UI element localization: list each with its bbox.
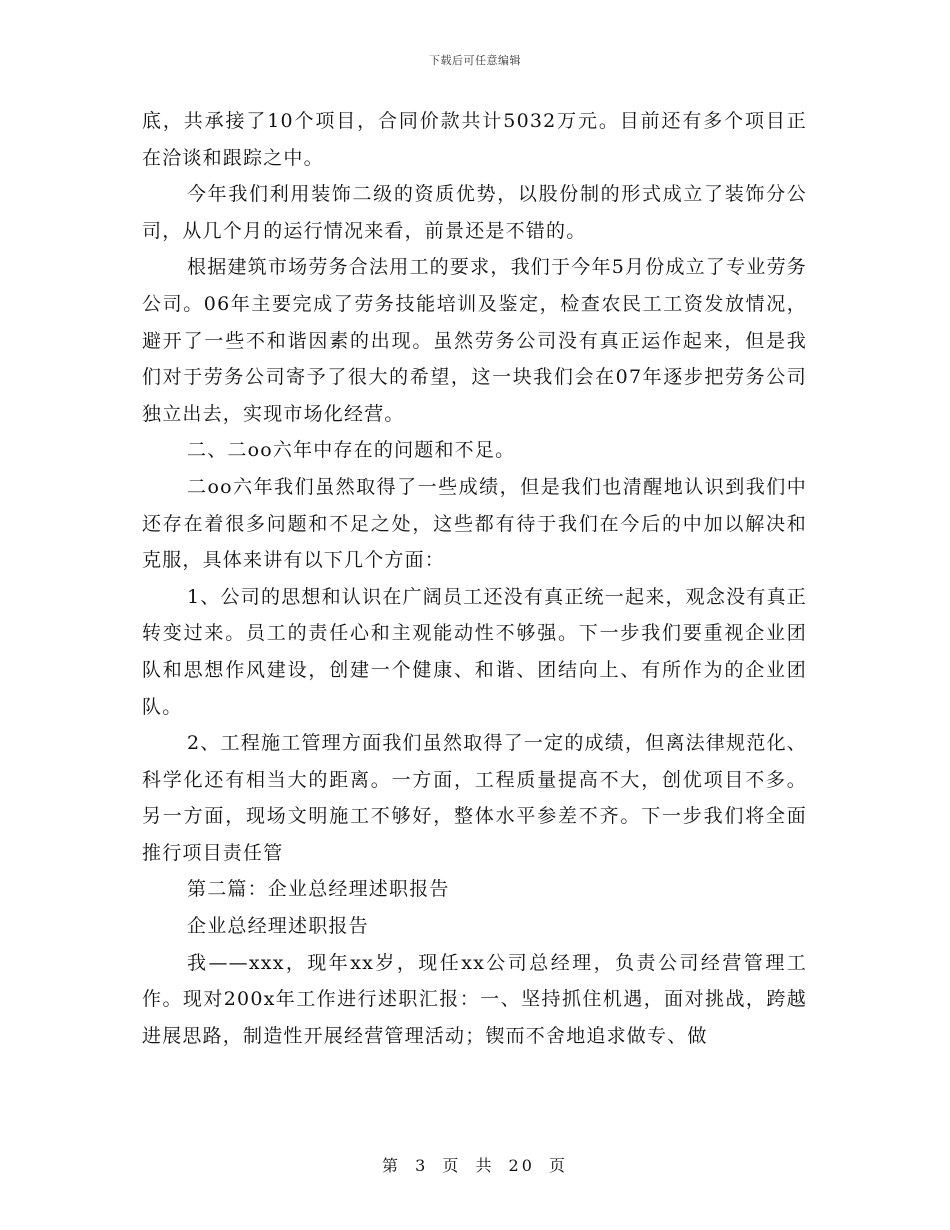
list-item: 1、公司的思想和认识在广阔员工还没有真正统一起来，观念没有真正转变过来。员工的责任心和主观能动性不够强。下一步我们要重视企业团队和思想作风建设，创建一个健康、和谐、团结向上、有所作为的企业团队。 <box>142 585 807 718</box>
page-header: 下载后可任意编辑 <box>429 54 521 67</box>
list-item: 2、工程施工管理方面我们虽然取得了一定的成绩，但离法律规范化、科学化还有相当大的距离。一方面，工程质量提高不大，创优项目不多。另一方面，现场文明施工不够好，整体水平参差不齐。下一步我们将全面推行项目责任管 <box>142 732 807 864</box>
paragraph: 二oo六年我们虽然取得了一些成绩，但是我们也清醒地认识到我们中还存在着很多问题和不足之处，这些都有待于我们在今后的中加以解决和克服，具体来讲有以下几个方面： <box>142 475 807 572</box>
document-body <box>142 103 807 1054</box>
paragraph: 我——xxx，现年xx岁，现任xx公司总经理，负责公司经营管理工作。现对200x年工作进行述职汇报：一、坚持抓住机遇，面对挑战，跨越进展思路，制造性开展经营管理活动；锲而不舍地追求做专、做 <box>142 951 807 1047</box>
paragraph: 根据建筑市场劳务合法用工的要求，我们于今年5月份成立了专业劳务公司。06年主要完成了劳务技能培训及鉴定，检查农民工工资发放情况，避开了一些不和谐因素的出现。虽然劳务公司没有真正运作起来，但是我们对于劳务公司寄予了很大的希望，这一块我们会在07年逐步把劳务公司独立出去，实现市场化经营。 <box>142 256 807 425</box>
chapter-title: 第二篇：企业总经理述职报告 <box>187 878 450 901</box>
paragraph: 今年我们利用装饰二级的资质优势，以股份制的形式成立了装饰分公司，从几个月的运行情况来看，前景还是不错的。 <box>142 183 807 242</box>
report-title: 企业总经理述职报告 <box>187 915 369 938</box>
paragraph: 底，共承接了10个项目，合同价款共计5032万元。目前还有多个项目正在洽谈和跟踪之中。 <box>142 110 807 169</box>
page-footer: 第 3 页 共 20 页 <box>382 1156 568 1175</box>
section-heading: 二、二oo六年中存在的问题和不足。 <box>187 439 516 462</box>
